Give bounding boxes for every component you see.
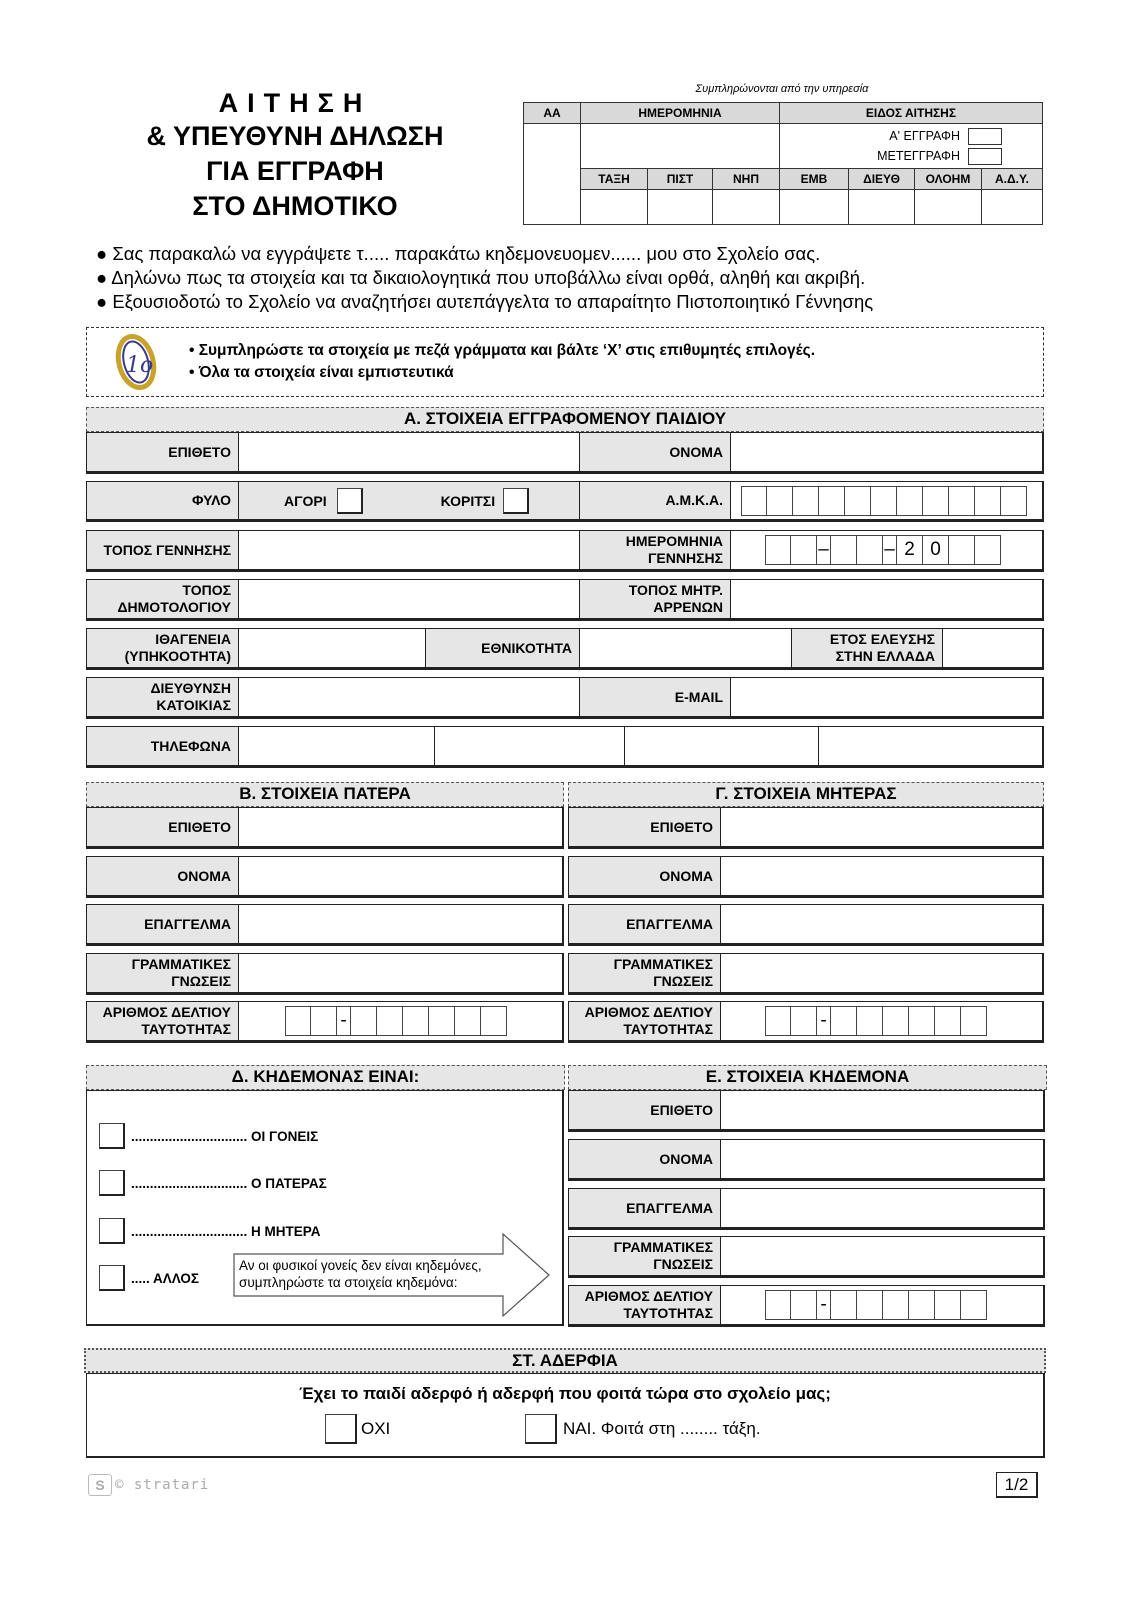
phone-input[interactable] bbox=[819, 727, 1042, 765]
office-use-note: Συμπληρώνονται από την υπηρεσία bbox=[695, 83, 869, 95]
amka-digit-box[interactable] bbox=[819, 486, 845, 516]
father-name-row bbox=[86, 856, 564, 898]
amka-digit-box[interactable] bbox=[845, 486, 871, 516]
guardian-option-other[interactable] bbox=[99, 1265, 199, 1291]
father-literacy-label: ΓΡΑΜΜΑΤΙΚΕΣ ΓΝΩΣΕΙΣ bbox=[87, 954, 239, 992]
id-char-box[interactable] bbox=[377, 1006, 403, 1036]
siblings-question: Έχει το παιδί αδερφό ή αδερφή που φοιτά τώρα στο σχολείο μας; bbox=[299, 1384, 831, 1403]
nationality-input[interactable] bbox=[580, 629, 792, 667]
section-a-header: Α. ΣΤΟΙΧΕΙΑ ΕΓΓΡΑΦΟΜΕΝΟΥ ΠΑΙΔΙΟΥ bbox=[86, 407, 1044, 432]
father-id-label: ΑΡΙΘΜΟΣ ΔΕΛΤΙΟΥ ΤΑΥΤΟΤΗΤΑΣ bbox=[87, 1002, 239, 1040]
guardian-name-row bbox=[568, 1139, 1045, 1181]
instructions-text bbox=[189, 340, 1039, 384]
office-cell[interactable] bbox=[648, 190, 713, 225]
declaration-1: ● Σας παρακαλώ να εγγράψετε τ..... παρακάτω κηδεμονευομεν...... μου στο Σχολείο σας. bbox=[96, 243, 821, 264]
office-use-table bbox=[523, 102, 1043, 225]
father-literacy-row bbox=[86, 953, 564, 995]
mother-name-row bbox=[568, 856, 1044, 898]
father-profession-input[interactable] bbox=[239, 905, 562, 943]
office-cell[interactable] bbox=[581, 190, 648, 225]
first-enroll-checkbox[interactable] bbox=[968, 128, 1002, 145]
birthdate-year-box[interactable]: 2 bbox=[897, 535, 923, 565]
citizenship-label: ΙΘΑΓΕΝΕΙΑ (ΥΠΗΚΟΟΤΗΤΑ) bbox=[87, 629, 239, 667]
declaration-2: ● Δηλώνω πως τα στοιχεία και τα δικαιολογητικά που υποβάλλω είναι ορθά, αληθή και ακριβή. bbox=[96, 267, 866, 288]
arrival-year-input[interactable] bbox=[943, 629, 1042, 667]
logo-text: 1ο bbox=[126, 353, 154, 378]
footer-brand-text: © stratari bbox=[115, 1477, 210, 1493]
guardian-literacy-input[interactable] bbox=[721, 1237, 1043, 1275]
title-line-2: & ΥΠΕΥΘΥΝΗ ΔΗΛΩΣΗ bbox=[146, 121, 444, 151]
other-checkbox[interactable] bbox=[99, 1265, 125, 1291]
guardian-surname-label: ΕΠΙΘΕΤΟ bbox=[569, 1091, 721, 1129]
birthdate-year-box[interactable] bbox=[975, 535, 1001, 565]
address-input[interactable] bbox=[239, 678, 580, 716]
section-c-header: Γ. ΣΤΟΙΧΕΙΑ ΜΗΤΕΡΑΣ bbox=[568, 782, 1044, 807]
office-type-cell bbox=[780, 124, 1043, 169]
form-title bbox=[140, 88, 450, 224]
office-date-header: ΗΜΕΡΟΜΗΝΙΑ bbox=[581, 103, 780, 124]
father-label: ............................... Ο ΠΑΤΕΡΑΣ bbox=[131, 1175, 327, 1191]
arrow-text-line-2: συμπληρώστε τα στοιχεία κηδεμόνα: bbox=[239, 1275, 458, 1290]
siblings-no-label: ΟΧΙ bbox=[361, 1419, 391, 1438]
birthdate-year-box[interactable]: 0 bbox=[923, 535, 949, 565]
gender-options bbox=[239, 482, 580, 519]
id-char-box[interactable] bbox=[765, 1290, 791, 1320]
mother-profession-input[interactable] bbox=[721, 905, 1042, 943]
father-profession-row bbox=[86, 904, 564, 946]
guardian-literacy-row bbox=[568, 1236, 1045, 1278]
title-line-1: ΑΙΤΗΣΗ bbox=[218, 88, 372, 118]
office-cell[interactable] bbox=[982, 190, 1043, 225]
transfer-label: ΜΕΤΕΓΓΡΑΦΗ bbox=[877, 149, 960, 163]
id-char-box[interactable] bbox=[857, 1290, 883, 1320]
male-registry-label: ΤΟΠΟΣ ΜΗΤΡ. ΑΡΡΕΝΩΝ bbox=[580, 580, 731, 618]
id-char-box[interactable] bbox=[961, 1290, 987, 1320]
birthdate-month-box[interactable] bbox=[857, 535, 883, 565]
parents-label: ............................... ΟΙ ΓΟΝΕΙΣ bbox=[131, 1128, 319, 1144]
birthdate-boxes[interactable] bbox=[731, 531, 1042, 569]
id-char-box[interactable] bbox=[883, 1290, 909, 1320]
id-char-box[interactable] bbox=[831, 1290, 857, 1320]
school-logo-icon bbox=[111, 332, 161, 392]
guardian-option-father[interactable] bbox=[99, 1170, 327, 1196]
child-gender-amka-row bbox=[86, 481, 1044, 522]
id-char-box[interactable] bbox=[935, 1006, 961, 1036]
id-char-box[interactable] bbox=[883, 1006, 909, 1036]
id-char-box[interactable] bbox=[455, 1006, 481, 1036]
office-cell[interactable] bbox=[915, 190, 982, 225]
arrow-text-line-1: Αν οι φυσικοί γονείς δεν είναι κηδεμόνες, bbox=[239, 1258, 482, 1273]
citizenship-input[interactable] bbox=[239, 629, 426, 667]
id-char-box[interactable] bbox=[311, 1006, 337, 1036]
office-aa-cell[interactable] bbox=[524, 124, 581, 225]
citizenship-row bbox=[86, 628, 1044, 670]
id-char-box[interactable] bbox=[403, 1006, 429, 1036]
guardian-option-parents[interactable] bbox=[99, 1123, 318, 1149]
arrival-year-label: ΕΤΟΣ ΕΛΕΥΣΗΣ ΣΤΗΝ ΕΛΛΑΔΑ bbox=[792, 629, 943, 667]
id-char-box[interactable] bbox=[351, 1006, 377, 1036]
guardian-profession-input[interactable] bbox=[721, 1189, 1043, 1227]
mother-label: ............................... Η ΜΗΤΕΡΑ bbox=[131, 1223, 321, 1239]
stratari-logo-icon: S bbox=[88, 1474, 112, 1496]
footer-brand bbox=[88, 1474, 209, 1496]
transfer-checkbox[interactable] bbox=[968, 148, 1002, 165]
office-date-cell[interactable] bbox=[581, 124, 780, 169]
mother-surname-row bbox=[568, 807, 1044, 849]
declarations bbox=[96, 242, 1056, 314]
guardian-name-input[interactable] bbox=[721, 1140, 1043, 1178]
amka-digit-box[interactable] bbox=[949, 486, 975, 516]
id-char-box[interactable] bbox=[481, 1006, 507, 1036]
birthdate-separator: – bbox=[817, 535, 831, 565]
father-surname-input[interactable] bbox=[239, 808, 562, 846]
first-enroll-label: Α' ΕΓΓΡΑΦΗ bbox=[889, 129, 960, 143]
birthdate-day-box[interactable] bbox=[791, 535, 817, 565]
birthdate-month-box[interactable] bbox=[831, 535, 857, 565]
office-aa-header: ΑΑ bbox=[524, 103, 581, 124]
municipality-input[interactable] bbox=[239, 580, 580, 618]
guardian-id-row bbox=[568, 1285, 1045, 1327]
siblings-yes-label: ΝΑΙ. Φοιτά στη ........ τάξη. bbox=[563, 1419, 761, 1438]
guardian-literacy-label: ΓΡΑΜΜΑΤΙΚΕΣ ΓΝΩΣΕΙΣ bbox=[569, 1237, 721, 1275]
office-col-ady: Α.Δ.Υ. bbox=[982, 169, 1043, 190]
girl-label: ΚΟΡΙΤΣΙ bbox=[440, 492, 496, 509]
title-line-3: ΓΙΑ ΕΓΓΡΑΦΗ bbox=[206, 156, 384, 186]
office-col-pist: ΠΙΣΤ bbox=[648, 169, 713, 190]
guardian-id-boxes[interactable] bbox=[721, 1286, 1043, 1324]
id-char-box[interactable] bbox=[909, 1006, 935, 1036]
birthplace-input[interactable] bbox=[239, 531, 580, 569]
id-char-box[interactable] bbox=[791, 1290, 817, 1320]
page-number: 1/2 bbox=[996, 1472, 1038, 1498]
parents-checkbox[interactable] bbox=[99, 1123, 125, 1149]
office-cell[interactable] bbox=[713, 190, 780, 225]
guardian-profession-label: ΕΠΑΓΓΕΛΜΑ bbox=[569, 1189, 721, 1227]
phones-row bbox=[86, 726, 1044, 768]
id-char-box[interactable] bbox=[791, 1006, 817, 1036]
gender-label: ΦΥΛΟ bbox=[87, 482, 239, 519]
mother-name-input[interactable] bbox=[721, 857, 1042, 895]
office-col-taxi: ΤΑΞΗ bbox=[581, 169, 648, 190]
office-col-nip: ΝΗΠ bbox=[713, 169, 780, 190]
email-input[interactable] bbox=[731, 678, 1042, 716]
child-surname-name-row bbox=[86, 432, 1044, 474]
id-char-box[interactable] bbox=[831, 1006, 857, 1036]
amka-digit-box[interactable] bbox=[767, 486, 793, 516]
child-surname-input[interactable] bbox=[239, 433, 580, 471]
mother-surname-input[interactable] bbox=[721, 808, 1042, 846]
birthdate-label: ΗΜΕΡΟΜΗΝΙΑ ΓΕΝΝΗΣΗΣ bbox=[580, 531, 731, 569]
nationality-label: ΕΘΝΙΚΟΤΗΤΑ bbox=[426, 629, 580, 667]
guardian-name-label: ΟΝΟΜΑ bbox=[569, 1140, 721, 1178]
declaration-3: ● Εξουσιοδοτώ το Σχολείο να αναζητήσει αυτεπάγγελτα το απαραίτητο Πιστοποιητικό Γέννησης bbox=[96, 291, 874, 312]
amka-digit-box[interactable] bbox=[923, 486, 949, 516]
boy-label: ΑΓΟΡΙ bbox=[284, 492, 327, 509]
office-col-emv: ΕΜΒ bbox=[780, 169, 849, 190]
section-e-header: Ε. ΣΤΟΙΧΕΙΑ ΚΗΔΕΜΟΝΑ bbox=[568, 1065, 1047, 1090]
guardian-profession-row bbox=[568, 1188, 1045, 1230]
birthdate-day-box[interactable] bbox=[765, 535, 791, 565]
id-char-box[interactable] bbox=[765, 1006, 791, 1036]
amka-digit-box[interactable] bbox=[871, 486, 897, 516]
amka-digit-box[interactable] bbox=[897, 486, 923, 516]
child-surname-label: ΕΠΙΘΕΤΟ bbox=[87, 433, 239, 471]
id-char-box[interactable] bbox=[429, 1006, 455, 1036]
mother-profession-row bbox=[568, 904, 1044, 946]
mother-id-label: ΑΡΙΘΜΟΣ ΔΕΛΤΙΟΥ ΤΑΥΤΟΤΗΤΑΣ bbox=[569, 1002, 721, 1040]
birthplace-label: ΤΟΠΟΣ ΓΕΝΝΗΣΗΣ bbox=[87, 531, 239, 569]
birthdate-separator: – bbox=[883, 535, 897, 565]
instructions-box bbox=[86, 327, 1044, 397]
section-b-header: Β. ΣΤΟΙΧΕΙΑ ΠΑΤΕΡΑ bbox=[86, 782, 564, 807]
phone-input[interactable] bbox=[625, 727, 819, 765]
mother-literacy-input[interactable] bbox=[721, 954, 1042, 992]
siblings-no-checkbox[interactable] bbox=[325, 1414, 357, 1444]
id-char-box[interactable] bbox=[857, 1006, 883, 1036]
office-cell[interactable] bbox=[780, 190, 849, 225]
mother-literacy-label: ΓΡΑΜΜΑΤΙΚΕΣ ΓΝΩΣΕΙΣ bbox=[569, 954, 721, 992]
amka-digit-box[interactable] bbox=[741, 486, 767, 516]
amka-digit-box[interactable] bbox=[975, 486, 1001, 516]
office-type-header: ΕΙΔΟΣ ΑΙΤΗΣΗΣ bbox=[780, 103, 1043, 124]
other-label: ..... ΑΛΛΟΣ bbox=[131, 1270, 200, 1286]
siblings-yes-checkbox[interactable] bbox=[525, 1414, 557, 1444]
father-literacy-input[interactable] bbox=[239, 954, 562, 992]
address-label: ΔΙΕΥΘΥΝΣΗ ΚΑΤΟΙΚΙΑΣ bbox=[87, 678, 239, 716]
guardian-id-label: ΑΡΙΘΜΟΣ ΔΕΛΤΙΟΥ ΤΑΥΤΟΤΗΤΑΣ bbox=[569, 1286, 721, 1324]
guardian-surname-input[interactable] bbox=[721, 1091, 1043, 1129]
id-separator: - bbox=[817, 1006, 831, 1036]
phones-label: ΤΗΛΕΦΩΝΑ bbox=[87, 727, 239, 765]
siblings-no-option[interactable] bbox=[325, 1414, 390, 1444]
id-char-box[interactable] bbox=[961, 1006, 987, 1036]
guardian-options-panel bbox=[86, 1090, 564, 1326]
address-row bbox=[86, 677, 1044, 719]
male-registry-input[interactable] bbox=[731, 580, 1042, 618]
arrow-text bbox=[239, 1257, 539, 1291]
mother-literacy-row bbox=[568, 953, 1044, 995]
id-char-box[interactable] bbox=[909, 1290, 935, 1320]
father-profession-label: ΕΠΑΓΓΕΛΜΑ bbox=[87, 905, 239, 943]
birth-row bbox=[86, 530, 1044, 572]
registry-row bbox=[86, 579, 1044, 621]
guardian-surname-row bbox=[568, 1090, 1045, 1132]
child-name-label: ΟΝΟΜΑ bbox=[580, 433, 731, 471]
siblings-yes-option[interactable] bbox=[525, 1414, 761, 1444]
office-cell[interactable] bbox=[849, 190, 915, 225]
mother-id-boxes[interactable] bbox=[721, 1002, 1042, 1040]
instruction-1: • Συμπληρώστε τα στοιχεία με πεζά γράμματα και βάλτε ‘Χ’ στις επιθυμητές επιλογές. bbox=[189, 342, 816, 359]
father-name-label: ΟΝΟΜΑ bbox=[87, 857, 239, 895]
section-f-header: ΣΤ. ΑΔΕΡΦΙΑ bbox=[84, 1348, 1046, 1373]
email-label: E-MAIL bbox=[580, 678, 731, 716]
mother-profession-label: ΕΠΑΓΓΕΛΜΑ bbox=[569, 905, 721, 943]
id-separator: - bbox=[817, 1290, 831, 1320]
mother-surname-label: ΕΠΙΘΕΤΟ bbox=[569, 808, 721, 846]
father-id-boxes[interactable] bbox=[239, 1002, 562, 1040]
father-name-input[interactable] bbox=[239, 857, 562, 895]
birthdate-year-box[interactable] bbox=[949, 535, 975, 565]
amka-digit-box[interactable] bbox=[793, 486, 819, 516]
girl-checkbox[interactable] bbox=[503, 488, 529, 514]
father-surname-label: ΕΠΙΘΕΤΟ bbox=[87, 808, 239, 846]
amka-label: Α.Μ.Κ.Α. bbox=[580, 482, 731, 519]
father-checkbox[interactable] bbox=[99, 1170, 125, 1196]
id-char-box[interactable] bbox=[285, 1006, 311, 1036]
phone-input[interactable] bbox=[435, 727, 625, 765]
boy-checkbox[interactable] bbox=[337, 488, 363, 514]
siblings-panel bbox=[86, 1373, 1045, 1458]
father-id-row bbox=[86, 1001, 564, 1043]
amka-digit-box[interactable] bbox=[1001, 486, 1027, 516]
office-col-oloim: ΟΛΟΗΜ bbox=[915, 169, 982, 190]
id-separator: - bbox=[337, 1006, 351, 1036]
amka-boxes[interactable] bbox=[731, 482, 1042, 519]
phone-input[interactable] bbox=[239, 727, 435, 765]
mother-id-row bbox=[568, 1001, 1044, 1043]
mother-name-label: ΟΝΟΜΑ bbox=[569, 857, 721, 895]
instruction-2: • Όλα τα στοιχεία είναι εμπιστευτικά bbox=[189, 364, 454, 381]
child-name-input[interactable] bbox=[731, 433, 1042, 471]
office-col-dieyth: ΔΙΕΥΘ bbox=[849, 169, 915, 190]
section-d-header: Δ. ΚΗΔΕΜΟΝΑΣ ΕΙΝΑΙ: bbox=[86, 1065, 565, 1090]
title-line-4: ΣΤΟ ΔΗΜΟΤΙΚΟ bbox=[192, 191, 398, 221]
father-surname-row bbox=[86, 807, 564, 849]
id-char-box[interactable] bbox=[935, 1290, 961, 1320]
municipality-label: ΤΟΠΟΣ ΔΗΜΟΤΟΛΟΓΙΟΥ bbox=[87, 580, 239, 618]
mother-checkbox[interactable] bbox=[99, 1218, 125, 1244]
